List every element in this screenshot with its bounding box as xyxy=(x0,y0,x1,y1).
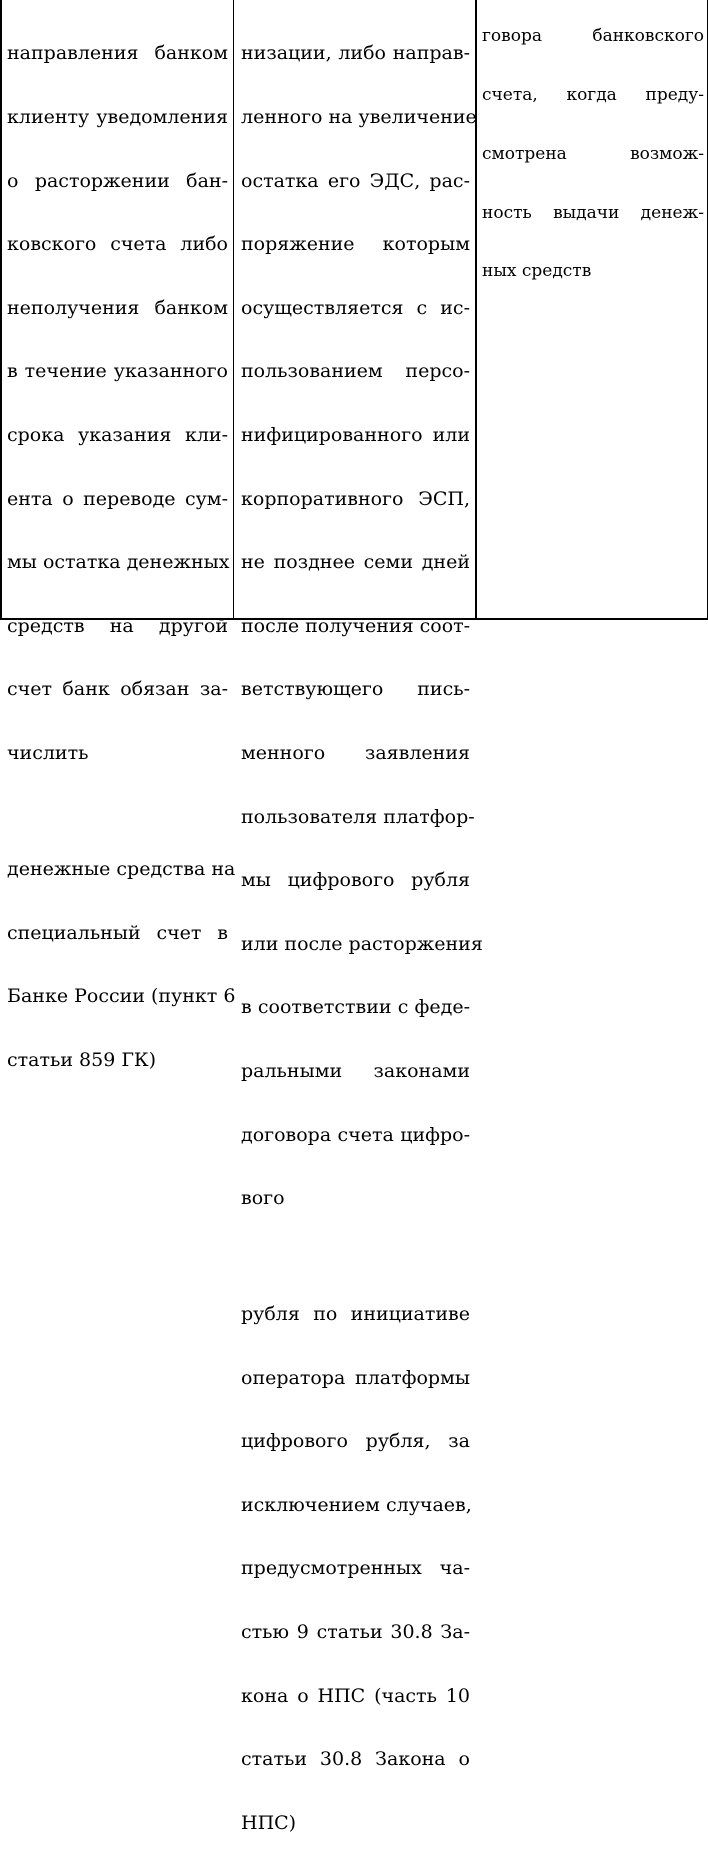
text-line: кона о НПС (часть 10 xyxy=(241,1684,470,1707)
text-line: специальный счет в xyxy=(7,921,228,944)
text-line: статьи 30.8 Закона о xyxy=(241,1748,470,1771)
paragraph xyxy=(241,1262,470,1876)
text-line: оператора платформы xyxy=(241,1366,470,1389)
text-line: вого xyxy=(241,1187,285,1210)
table-column-1 xyxy=(2,0,236,1071)
text-line: НПС) xyxy=(241,1811,297,1834)
paragraph xyxy=(482,0,704,321)
table-column-2 xyxy=(234,0,483,1834)
text-line: ленного на увеличение xyxy=(241,106,477,128)
text-line: предусмотренных ча- xyxy=(241,1557,470,1580)
text-line: срока указания кли- xyxy=(7,423,228,446)
text-line: после получения соот- xyxy=(241,614,471,637)
text-line: ральными законами xyxy=(241,1059,470,1082)
text-line: пользованием персо- xyxy=(241,360,470,383)
text-line: мы цифрового рубля xyxy=(241,869,470,892)
text-line: низации, либо направ- xyxy=(241,42,470,65)
text-line: пользователя платфор- xyxy=(241,805,475,828)
text-line: счета, когда преду- xyxy=(482,84,704,105)
text-line: о расторжении бан- xyxy=(7,169,228,192)
text-line: ветствующего пись- xyxy=(241,678,470,701)
text-line: остатка его ЭДС, рас- xyxy=(241,169,470,192)
text-line: средств на другой xyxy=(7,614,228,637)
text-line: ента о переводе сум- xyxy=(7,487,228,510)
paragraph xyxy=(241,1,483,1252)
text-line: ковского счета либо xyxy=(7,233,228,256)
text-line: рубля по инициативе xyxy=(241,1303,470,1326)
text-line: корпоративного ЭСП, xyxy=(241,487,470,510)
text-line: смотрена возмож- xyxy=(482,143,704,164)
text-line: осуществляется с ис- xyxy=(241,296,470,319)
text-line: исключением случаев, xyxy=(241,1493,472,1516)
text-line: говора банковского xyxy=(482,26,704,47)
text-line: стью 9 статьи 30.8 За- xyxy=(241,1621,470,1644)
text-line: направления банком xyxy=(7,42,228,65)
text-line: договора счета цифро- xyxy=(241,1123,470,1146)
table-column-3 xyxy=(477,0,708,618)
text-line: цифрового рубля, за xyxy=(241,1430,470,1453)
text-line: денежные средства на xyxy=(7,857,236,880)
text-line: или после расторжения xyxy=(241,932,483,955)
paragraph xyxy=(7,1,228,807)
text-line: счет банк обязан за- xyxy=(7,678,228,701)
text-line: поряжение которым xyxy=(241,233,470,256)
text-line: ность выдачи денеж- xyxy=(482,202,704,223)
text-line: нифицированного или xyxy=(241,423,470,446)
paragraph xyxy=(7,817,236,1114)
text-line: числить xyxy=(7,741,89,764)
text-line: статьи 859 ГК) xyxy=(7,1048,157,1071)
text-line: в соответствии с феде- xyxy=(241,996,470,1019)
text-line: менного заявления xyxy=(241,741,470,764)
text-line: не позднее семи дней xyxy=(241,551,470,574)
text-line: в течение указанного xyxy=(7,360,228,383)
text-line: мы остатка денежных xyxy=(7,551,230,574)
text-line: Банке России (пункт 6 xyxy=(7,985,236,1008)
text-line: клиенту уведомления xyxy=(7,106,228,128)
text-line: неполучения банком xyxy=(7,296,228,319)
text-line: ных средств xyxy=(482,261,592,282)
